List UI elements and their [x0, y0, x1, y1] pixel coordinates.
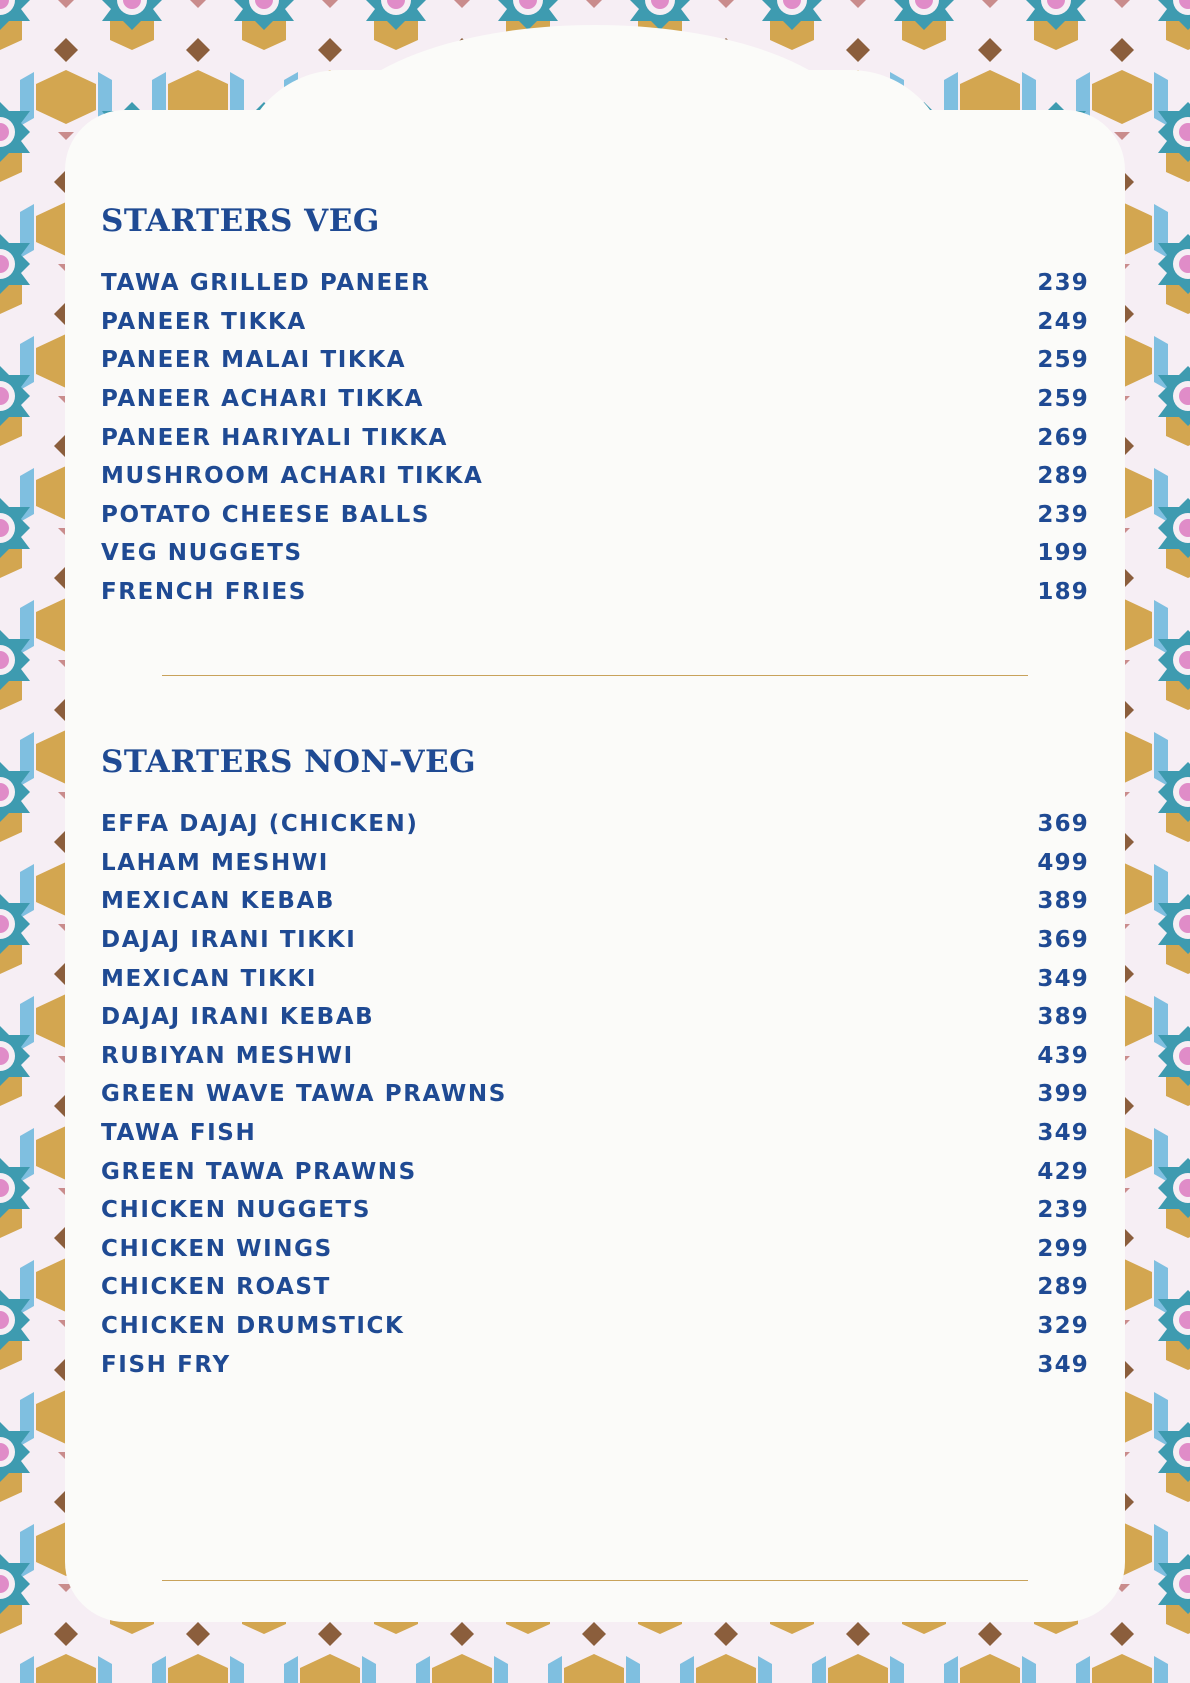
menu-item-name: RUBIYAN MESHWI	[101, 1042, 354, 1069]
menu-item-price: 389	[1037, 1004, 1089, 1031]
menu-item-name: PANEER MALAI TIKKA	[101, 347, 407, 374]
menu-item	[101, 1268, 1089, 1307]
menu-item-price: 269	[1037, 424, 1089, 451]
menu-item-price: 239	[1037, 1197, 1089, 1224]
menu-item-name: PANEER ACHARI TIKKA	[101, 386, 425, 413]
section-divider	[162, 675, 1028, 676]
menu-item-name: MEXICAN KEBAB	[101, 888, 336, 915]
menu-item-price: 199	[1037, 540, 1089, 567]
menu-item	[101, 1114, 1089, 1153]
menu-item	[101, 380, 1089, 419]
menu-item-name: DAJAJ IRANI KEBAB	[101, 1004, 375, 1031]
menu-item	[101, 844, 1089, 883]
menu-item	[101, 882, 1089, 921]
menu-item-price: 239	[1037, 501, 1089, 528]
menu-item	[101, 1191, 1089, 1230]
menu-item-name: CHICKEN DRUMSTICK	[101, 1313, 405, 1340]
menu-item-price: 259	[1037, 347, 1089, 374]
menu-item-price: 439	[1037, 1042, 1089, 1069]
menu-item	[101, 341, 1089, 380]
menu-item-price: 329	[1037, 1313, 1089, 1340]
menu-item-name: MEXICAN TIKKI	[101, 965, 318, 992]
menu-item-price: 249	[1037, 308, 1089, 335]
menu-item-price: 349	[1037, 1351, 1089, 1378]
menu-item-price: 499	[1037, 849, 1089, 876]
starters-veg-list	[101, 264, 1089, 611]
menu-item-name: TAWA FISH	[101, 1120, 257, 1147]
menu-item-name: PANEER TIKKA	[101, 308, 307, 335]
menu-item	[101, 1230, 1089, 1269]
menu-item-name: PANEER HARIYALI TIKKA	[101, 424, 449, 451]
menu-item-price: 289	[1037, 1274, 1089, 1301]
menu-item-name: VEG NUGGETS	[101, 540, 303, 567]
menu-item-name: TAWA GRILLED PANEER	[101, 270, 431, 297]
menu-item-name: CHICKEN NUGGETS	[101, 1197, 372, 1224]
menu-item	[101, 1037, 1089, 1076]
menu-item-name: GREEN WAVE TAWA PRAWNS	[101, 1081, 507, 1108]
menu-item-name: MUSHROOM ACHARI TIKKA	[101, 463, 484, 490]
menu-item-price: 349	[1037, 965, 1089, 992]
bottom-divider	[162, 1580, 1028, 1581]
menu-item-name: LAHAM MESHWI	[101, 849, 329, 876]
menu-item	[101, 805, 1089, 844]
menu-item	[101, 959, 1089, 998]
menu-item-name: FISH FRY	[101, 1351, 231, 1378]
menu-item-price: 369	[1037, 811, 1089, 838]
menu-item-name: DAJAJ IRANI TIKKI	[101, 927, 357, 954]
menu-item	[101, 457, 1089, 496]
menu-item	[101, 921, 1089, 960]
menu-item-price: 349	[1037, 1120, 1089, 1147]
menu-item-name: CHICKEN ROAST	[101, 1274, 331, 1301]
menu-item-name: POTATO CHEESE BALLS	[101, 501, 431, 528]
section-title-starters-veg: STARTERS VEG	[101, 203, 380, 239]
menu-item-name: FRENCH FRIES	[101, 579, 307, 606]
menu-item	[101, 1152, 1089, 1191]
menu-item-price: 299	[1037, 1235, 1089, 1262]
menu-item	[101, 1345, 1089, 1384]
menu-item-price: 239	[1037, 270, 1089, 297]
menu-item-price: 259	[1037, 386, 1089, 413]
menu-item	[101, 264, 1089, 303]
menu-item-price: 289	[1037, 463, 1089, 490]
menu-content	[101, 0, 1089, 1683]
menu-item-price: 399	[1037, 1081, 1089, 1108]
menu-item-name: EFFA DAJAJ (CHICKEN)	[101, 811, 419, 838]
menu-item-price: 389	[1037, 888, 1089, 915]
menu-item	[101, 573, 1089, 612]
menu-item-name: GREEN TAWA PRAWNS	[101, 1158, 417, 1185]
menu-item-price: 369	[1037, 927, 1089, 954]
menu-item	[101, 534, 1089, 573]
menu-item	[101, 998, 1089, 1037]
menu-item	[101, 303, 1089, 342]
menu-item-price: 189	[1037, 579, 1089, 606]
menu-item	[101, 418, 1089, 457]
menu-item-price: 429	[1037, 1158, 1089, 1185]
starters-non-veg-list	[101, 805, 1089, 1384]
menu-item	[101, 496, 1089, 535]
section-title-starters-non-veg: STARTERS NON-VEG	[101, 744, 477, 780]
menu-item	[101, 1307, 1089, 1346]
menu-item-name: CHICKEN WINGS	[101, 1235, 333, 1262]
menu-item	[101, 1075, 1089, 1114]
